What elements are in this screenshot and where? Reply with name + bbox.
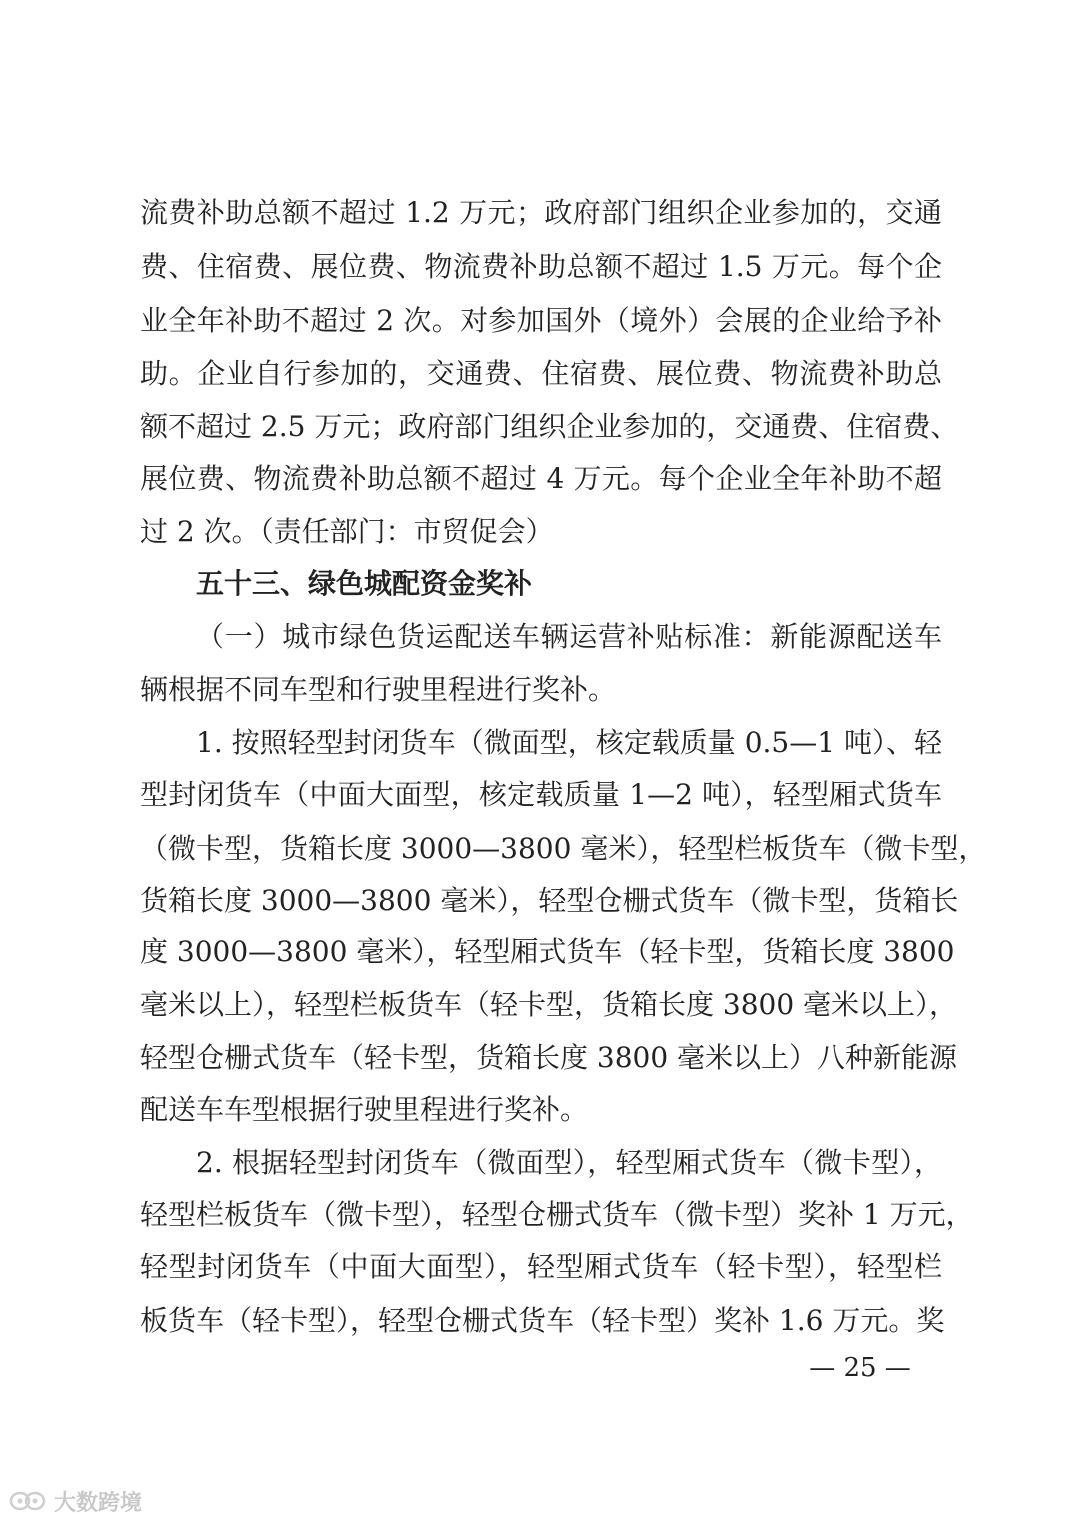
page-number: — 25 — [809,1353,911,1383]
text-line: 货箱长度 3000—3800 毫米），轻型仓栅式货车（微卡型，货箱长 [140,884,959,917]
text-line: 轻型栏板货车（微卡型），轻型仓栅式货车（微卡型）奖补 1 万元， [140,1198,974,1231]
text-line: 2. 根据轻型封闭货车（微面型），轻型厢式货车（微卡型）， [196,1146,942,1179]
text-line: 展位费、物流费补助总额不超过 4 万元。每个企业全年补助不超 [140,462,942,495]
text-line: 轻型封闭货车（中面大面型），轻型厢式货车（轻卡型），轻型栏 [140,1250,942,1283]
text-line: 过 2 次。（责任部门：市贸促会） [140,515,554,548]
text-line: 助。企业自行参加的，交通费、住宿费、展位费、物流费补助总 [140,357,942,390]
section-heading: 五十三、绿色城配资金奖补 [196,567,533,600]
text-line: 流费补助总额不超过 1.2 万元；政府部门组织企业参加的，交通 [140,196,942,229]
text-line: 型封闭货车（中面大面型，核定载质量 1—2 吨），轻型厢式货车 [140,778,942,811]
text-line: 配送车车型根据行驶里程进行奖补。 [140,1093,589,1126]
text-line: 额不超过 2.5 万元；政府部门组织企业参加的，交通费、住宿费、 [140,410,959,443]
text-line: （微卡型，货箱长度 3000—3800 毫米），轻型栏板货车（微卡型， [140,832,987,865]
text-line: 轻型仓栅式货车（轻卡型，货箱长度 3800 毫米以上）八种新能源 [140,1041,958,1074]
text-line: 业全年补助不超过 2 次。对参加国外（境外）会展的企业给予补 [140,304,942,337]
text-line: 费、住宿费、展位费、物流费补助总额不超过 1.5 万元。每个企 [140,250,942,283]
text-line: （一）城市绿色货运配送车辆运营补贴标准：新能源配送车 [196,620,942,653]
text-line: 毫米以上），轻型栏板货车（轻卡型，货箱长度 3800 毫米以上）， [140,988,958,1021]
text-line: 辆根据不同车型和行驶里程进行奖补。 [140,673,617,706]
text-line: 板货车（轻卡型），轻型仓栅式货车（轻卡型）奖补 1.6 万元。奖 [140,1304,945,1337]
text-line: 度 3000—3800 毫米），轻型厢式货车（轻卡型，货箱长度 3800 [140,935,955,968]
watermark-logo-icon [8,1489,48,1513]
watermark [8,1486,142,1516]
text-line: 1. 按照轻型封闭货车（微面型，核定载质量 0.5—1 吨）、轻 [196,726,942,759]
watermark-text: 大数跨境 [54,1490,143,1516]
